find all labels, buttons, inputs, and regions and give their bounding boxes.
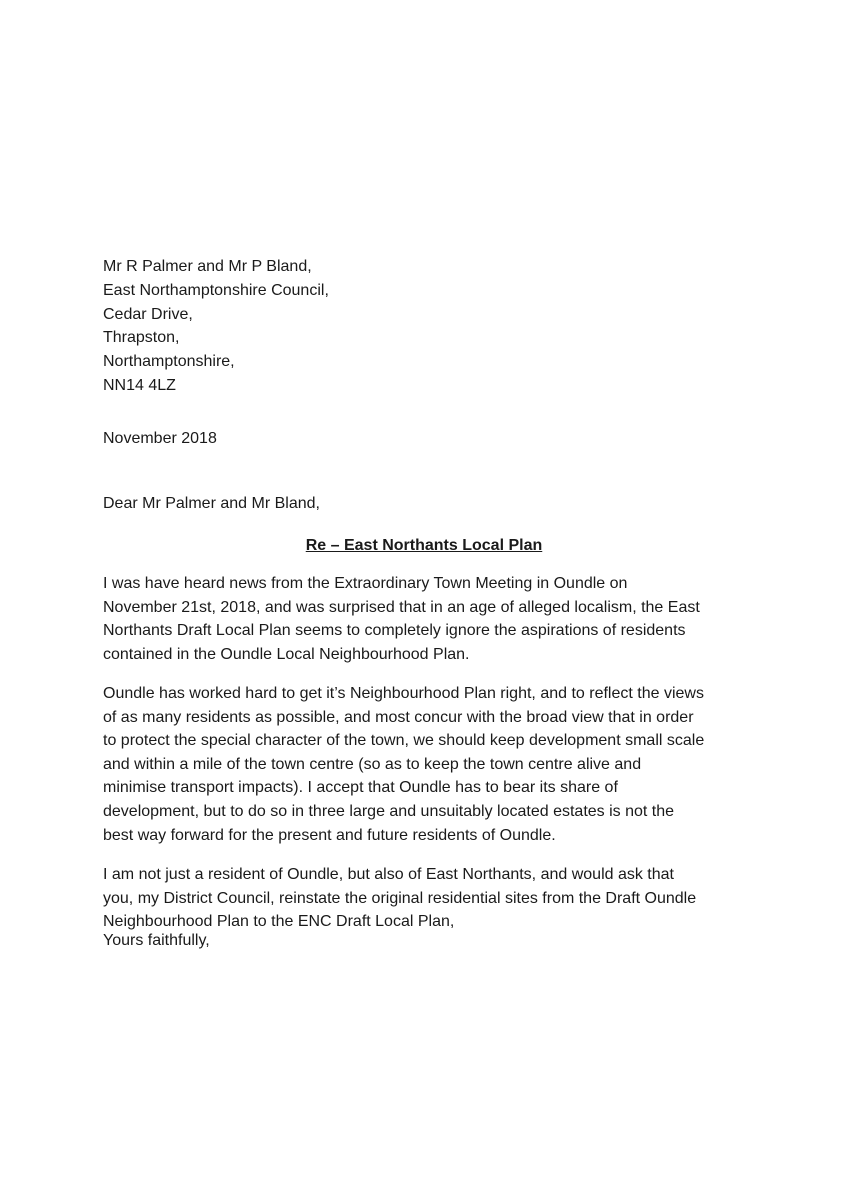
paragraph-line: to protect the special character of the town, we should keep development small scale — [103, 732, 705, 750]
subject-heading: Re – East Northants Local Plan — [305, 537, 543, 554]
letter-date: November 2018 — [103, 430, 217, 447]
paragraph-line: minimise transport impacts). I accept that Oundle has to bear its share of — [103, 779, 618, 797]
address-line-name: Mr R Palmer and Mr P Bland, — [103, 258, 312, 275]
paragraph-line: November 21st, 2018, and was surprised that in an age of alleged localism, the East — [103, 598, 700, 616]
address-line-postcode: NN14 4LZ — [103, 376, 176, 394]
paragraph-line: development, but to do so in three large and unsuitably located estates is not the — [103, 802, 675, 820]
address-line-organisation: East Northamptonshire Council, — [103, 281, 329, 299]
paragraph-line: you, my District Council, reinstate the original residential sites from the Draft Oundle — [103, 889, 697, 907]
body-paragraph-3 — [103, 863, 696, 934]
address-line-street: Cedar Drive, — [103, 305, 193, 323]
paragraph-line: and within a mile of the town centre (so as to keep the town centre alive and — [103, 755, 642, 773]
paragraph-line: best way forward for the present and future residents of Oundle. — [103, 826, 556, 844]
recipient-address — [103, 255, 329, 398]
paragraph-line: Neighbourhood Plan to the ENC Draft Local Plan, — [103, 913, 455, 931]
body-paragraph-2 — [103, 682, 704, 847]
paragraph-line: of as many residents as possible, and most concur with the broad view that in order — [103, 708, 694, 726]
closing: Yours faithfully, — [103, 932, 210, 949]
paragraph-line: contained in the Oundle Local Neighbourhood Plan. — [103, 645, 470, 663]
salutation: Dear Mr Palmer and Mr Bland, — [103, 495, 320, 512]
paragraph-line: I am not just a resident of Oundle, but also of East Northants, and would ask that — [103, 866, 674, 883]
paragraph-line: Northants Draft Local Plan seems to completely ignore the aspirations of residents — [103, 622, 686, 640]
body-paragraph-1 — [103, 572, 700, 666]
paragraph-line: I was have heard news from the Extraordinary Town Meeting in Oundle on — [103, 575, 628, 592]
address-line-town: Thrapston, — [103, 329, 180, 347]
paragraph-line: Oundle has worked hard to get it’s Neighbourhood Plan right, and to reflect the views — [103, 685, 704, 702]
address-line-county: Northamptonshire, — [103, 353, 235, 371]
